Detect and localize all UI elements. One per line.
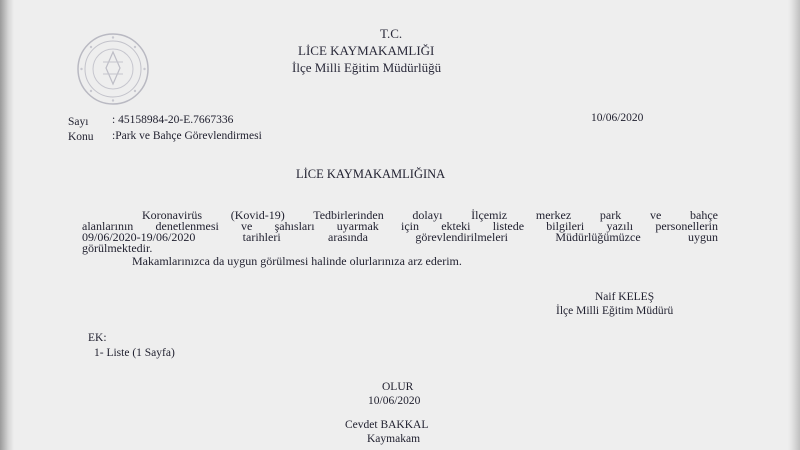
- approver-name: Cevdet BAKKAL: [345, 419, 429, 431]
- konu-label: Konu: [68, 131, 94, 143]
- attachment-item: 1- Liste (1 Sayfa): [94, 347, 175, 359]
- approval-date: 10/06/2020: [368, 395, 421, 407]
- sayi-label: Sayı: [68, 116, 89, 128]
- konu-value: :Park ve Bahçe Görevlendirmesi: [112, 130, 262, 142]
- page-edge-left: [0, 0, 14, 450]
- document-date: 10/06/2020: [591, 112, 644, 124]
- signer-name: Naif KELEŞ: [595, 291, 655, 303]
- approval-olur: OLUR: [382, 381, 414, 393]
- sayi-value: : 45158984-20-E.7667336: [112, 114, 234, 126]
- page-edge-right: [788, 0, 800, 450]
- recipient: LİCE KAYMAKAMLIĞINA: [296, 167, 446, 181]
- body-line-1: Koronavirüs (Kovid-19) Tedbirlerinden dolayı İlçemiz merkez park ve bahçe: [142, 208, 718, 222]
- header-country: T.C.: [380, 26, 403, 41]
- body-line-4: görülmektedir.: [82, 241, 153, 255]
- signer-title: İlçe Milli Eğitim Müdürü: [556, 305, 674, 317]
- body-line-2: alanlarının denetlenmesi ve şahısları uyarmak için ekteki listede bilgileri yazılı personellerin: [82, 219, 718, 233]
- ministry-seal-icon: [76, 32, 150, 106]
- body-line-3: 09/06/2020-19/06/2020 tarihleri arasında görevlendirilmeleri Müdürlüğümüzce uygun: [82, 230, 718, 244]
- header-department: İlçe Milli Eğitim Müdürlüğü: [292, 60, 442, 75]
- approver-title: Kaymakam: [367, 433, 421, 445]
- header-institution: LİCE KAYMAKAMLIĞI: [298, 43, 435, 58]
- body-paragraph-2: Makamlarınızca da uygun görülmesi halinde olurlarınıza arz ederim.: [132, 254, 462, 268]
- attachments-label: EK:: [88, 332, 107, 344]
